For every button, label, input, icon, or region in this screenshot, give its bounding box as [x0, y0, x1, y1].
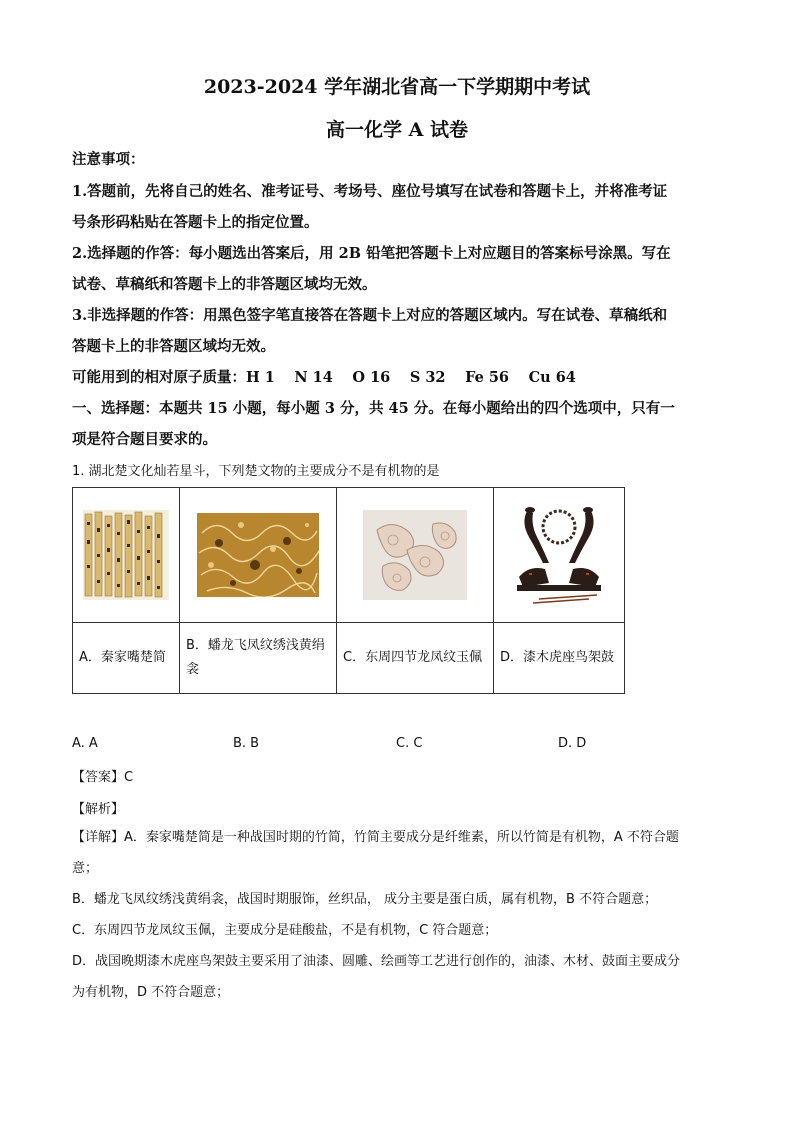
section-heading-line-1: 一、选择题：本题共 15 小题，每小题 3 分，共 45 分。在每小题给出的四个选项中，只有一 [72, 400, 675, 417]
artifact-label-c: C．东周四节龙凤纹玉佩 [337, 623, 494, 694]
option-a: A. A [72, 736, 98, 751]
atomic-mass-line: 可能用到的相对原子质量：H 1 N 14 O 16 S 32 Fe 56 Cu 64 [72, 369, 576, 386]
artifact-label-b: B．蟠龙飞凤纹绣浅黄绢衾 [180, 623, 337, 694]
artifact-table [72, 487, 625, 694]
note-3-line-2: 答题卡上的非答题区域均无效。 [72, 338, 275, 355]
drum-stand-image [509, 503, 609, 607]
detail-c-line: C．东周四节龙凤纹玉佩，主要成分是硅酸盐，不是有机物，C 符合题意； [72, 923, 498, 938]
detail-b-line: B．蟠龙飞凤纹绣浅黄绢衾，战国时期服饰，丝织品， 成分主要是蛋白质，属有机物，B 不符合题意； [72, 892, 658, 907]
detail-a-line-1: 【详解】A．秦家嘴楚简是一种战国时期的竹简，竹简主要成分是纤维素，所以竹简是有机物，A 不符合题 [72, 830, 679, 845]
detail-a-line-2: 意； [72, 861, 99, 876]
artifact-image-a-cell [73, 488, 180, 623]
notes-heading: 注意事项： [72, 151, 145, 168]
jade-pendant-image [363, 510, 467, 600]
silk-quilt-image [197, 513, 319, 597]
artifact-image-c-cell [337, 488, 494, 623]
option-d: D. D [558, 736, 587, 751]
artifact-image-d-cell [494, 488, 625, 623]
exam-subtitle: 高一化学 A 试卷 [326, 119, 468, 141]
artifact-label-a: A．秦家嘴楚简 [73, 623, 180, 694]
exam-title: 2023-2024 学年湖北省高一下学期期中考试 [203, 76, 591, 98]
option-b: B. B [233, 736, 260, 751]
bamboo-slips-image [83, 510, 169, 600]
artifact-label-d: D．漆木虎座鸟架鼓 [494, 623, 625, 694]
answer-label: 【答案】C [72, 770, 134, 785]
analysis-label: 【解析】 [72, 802, 125, 817]
note-2-line-1: 2.选择题的作答：每小题选出答案后，用 2B 铅笔把答题卡上对应题目的答案标号涂黑。写在 [72, 245, 671, 262]
note-1-line-1: 1.答题前，先将自己的姓名、准考证号、考场号、座位号填写在试卷和答题卡上，并将准考证 [72, 183, 668, 200]
option-c: C. C [396, 736, 423, 751]
detail-d-line-2: 为有机物，D 不符合题意； [72, 985, 230, 1000]
note-1-line-2: 号条形码粘贴在答题卡上的指定位置。 [72, 214, 319, 231]
note-3-line-1: 3.非选择题的作答：用黑色签字笔直接答在答题卡上对应的答题区域内。写在试卷、草稿纸和 [72, 307, 668, 324]
note-2-line-2: 试卷、草稿纸和答题卡上的非答题区域均无效。 [72, 276, 377, 293]
detail-d-line-1: D．战国晚期漆木虎座鸟架鼓主要采用了油漆、圆雕、绘画等工艺进行创作的，油漆、木材、鼓面主要成分 [72, 954, 681, 969]
section-heading-line-2: 项是符合题目要求的。 [72, 431, 217, 448]
artifact-image-b-cell [180, 488, 337, 623]
question-1-stem: 1. 湖北楚文化灿若星斗，下列楚文物的主要成分不是有机物的是 [72, 464, 440, 479]
